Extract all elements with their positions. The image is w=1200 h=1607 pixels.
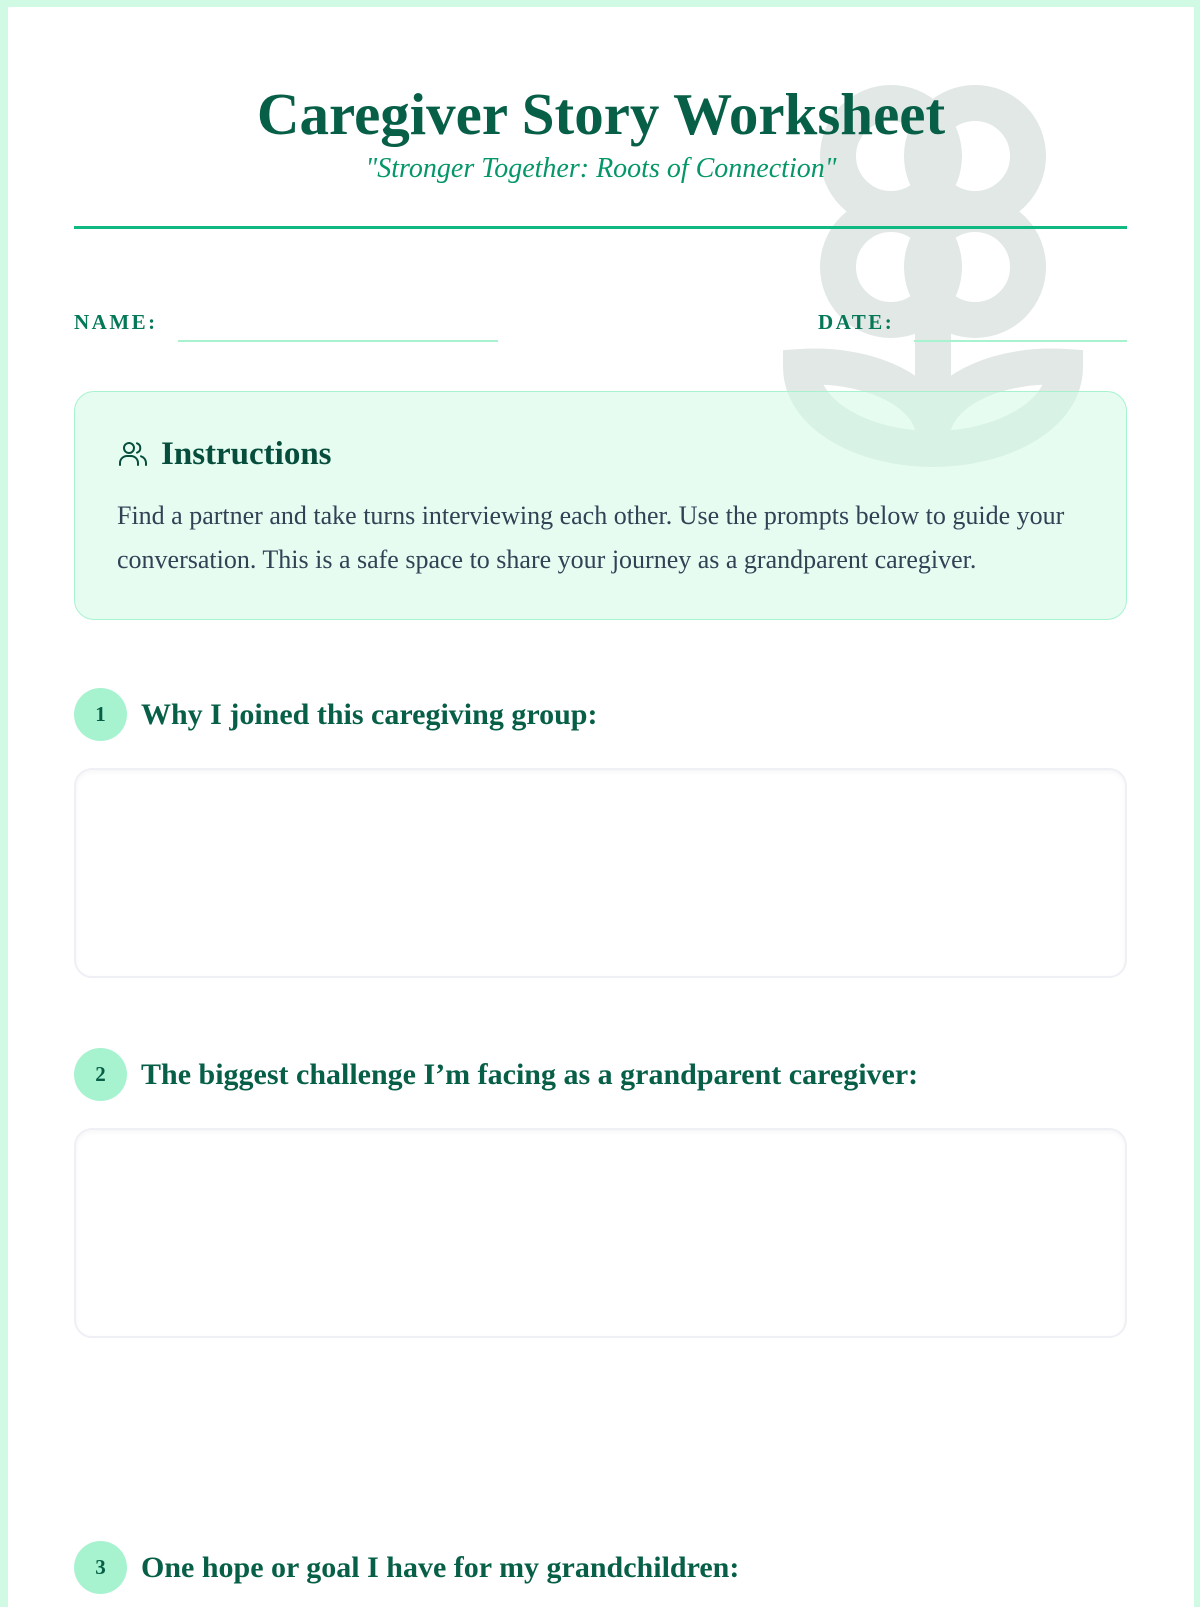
answer-input[interactable] xyxy=(76,770,1125,976)
question-number-badge: 3 xyxy=(74,1541,127,1594)
instructions-title: Instructions xyxy=(161,436,332,472)
date-label: DATE: xyxy=(818,310,895,334)
question-prompt: One hope or goal I have for my grandchildren: xyxy=(141,1551,740,1584)
date-input[interactable] xyxy=(914,309,1127,340)
answer-box[interactable] xyxy=(74,768,1127,978)
question-number-badge: 1 xyxy=(74,688,127,741)
answer-input[interactable] xyxy=(76,1130,1125,1336)
question-number-badge: 2 xyxy=(74,1048,127,1101)
question-prompt: Why I joined this caregiving group: xyxy=(141,698,598,731)
instructions-header xyxy=(117,434,332,474)
users-icon xyxy=(117,438,149,470)
name-input[interactable] xyxy=(178,309,498,340)
title-divider xyxy=(74,226,1127,229)
page-title: Caregiver Story Worksheet xyxy=(256,81,946,147)
instructions-card xyxy=(74,391,1127,620)
name-label: NAME: xyxy=(74,310,158,334)
page-subtitle: "Stronger Together: Roots of Connection" xyxy=(365,153,837,184)
worksheet-page xyxy=(8,7,1194,1607)
question-prompt: The biggest challenge I’m facing as a grandparent caregiver: xyxy=(141,1058,919,1091)
answer-box[interactable] xyxy=(74,1128,1127,1338)
date-field[interactable] xyxy=(914,309,1127,342)
instructions-text: Find a partner and take turns interviewing each other. Use the prompts below to guide your conversation. This is a safe space to share your journey as a grandparent caregiver. xyxy=(117,501,1065,574)
name-field[interactable] xyxy=(178,309,498,342)
